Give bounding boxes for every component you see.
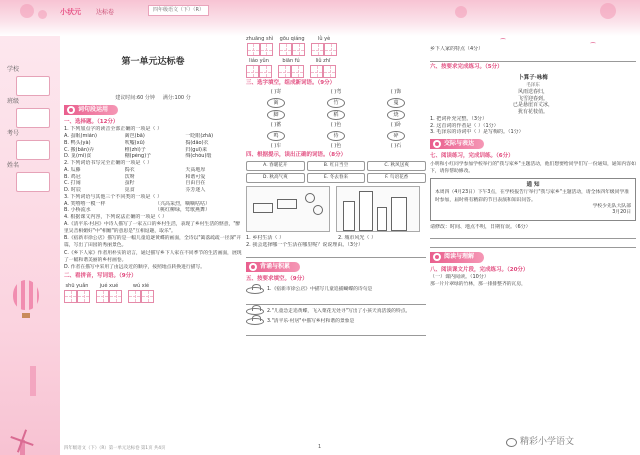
notice-box (430, 178, 636, 221)
q1-2-options-a: A. 瓜藤 捣衣 天高地厚 (64, 166, 206, 173)
q1-2-options-d: D. 时辰 觅食 芬芳迷人 (64, 187, 206, 194)
field-label-class: 班级 (7, 98, 20, 105)
pinyin-group: biān fú (278, 58, 304, 78)
poem-line: 已是悬崖百丈冰， (512, 102, 553, 109)
pinyin-group: lǜ yè (311, 36, 337, 56)
column-2 (246, 34, 426, 337)
q6-2: 2. 这首词的作者是（ ）（1分） (430, 122, 499, 129)
section-badge-icon (433, 140, 441, 148)
section-badge-icon (249, 263, 257, 271)
field-label-exam-no: 考号 (7, 130, 20, 137)
phrase-option: F. 鸟语花香 (367, 173, 426, 183)
school-input[interactable] (16, 76, 50, 96)
writing-cell[interactable] (246, 65, 259, 78)
notice-date: 3月20日 (612, 210, 631, 216)
city-picture (336, 186, 420, 232)
ufo-item-2: 2."儿童急走追黄蝶，飞入菜花无处寻"写出了小孩天真活泼的特点。 (246, 308, 426, 315)
question-1-4: 4. 根据课文内容，下列说法正确的一项是（ ） (64, 214, 167, 221)
class-input[interactable] (16, 108, 50, 128)
compose-blank[interactable]: ( )蓄 (270, 122, 282, 129)
q4-answer-2[interactable]: 2. 城市风光（ ） (338, 235, 376, 242)
compose-blank[interactable]: ( )色 (330, 122, 342, 129)
char-oval: 蔓 (387, 98, 405, 108)
pinyin-group: wú xié (128, 283, 154, 303)
phrase-option: C. 秋风送爽 (367, 161, 426, 171)
compose-blank[interactable]: ( )石 (390, 142, 402, 149)
answer-line[interactable] (246, 328, 426, 336)
page-number: 1 (318, 444, 322, 450)
char-oval: 稻 (327, 110, 345, 120)
compose-row-bot (246, 143, 426, 150)
notice-title: 通 知 (526, 181, 540, 188)
writing-cell[interactable] (323, 65, 336, 78)
question-1-2: 2. 下列词语书写完全正确的一项是（ ） (64, 160, 152, 167)
writing-cell[interactable] (109, 290, 122, 303)
section-banner-recite: 背诵与积累 (246, 262, 300, 272)
question-2-heading: 二、看拼音，写词语。（9分） (64, 273, 137, 280)
compose-ovals-mid (246, 110, 426, 120)
column-3 (430, 34, 636, 288)
q1-4-option-a: A.《清平乐·村居》中诗人描写了一家五口的乡村生活，表现了乡村生活的惬意，"醉里吴音相媚好"中"相媚"的意思是"互相逗趣，取乐"。 (64, 221, 241, 234)
ufo-icon (246, 318, 264, 325)
pinyin-group: zhuāng shì (246, 36, 273, 56)
phrase-option: A. 春暖花开 (246, 161, 305, 171)
writing-cell[interactable] (260, 43, 273, 56)
page-title: 第一单元达标卷 (121, 57, 185, 67)
compose-blank[interactable]: ( )卧 (390, 122, 402, 129)
pinyin-grid-row-top (246, 36, 426, 56)
answer-line[interactable] (246, 250, 426, 258)
q1-4-option-c: C.《乡下人家》作者用朴实的语言，通过描写乡下人家在不同季节的生活画面，展现了一幅和谐美丽的乡村画卷。 (64, 250, 242, 263)
pinyin-grid-row-mid (246, 58, 426, 78)
writing-cell[interactable] (128, 290, 141, 303)
watermark: 精彩小学语文 (506, 436, 574, 448)
hot-air-balloon-icon (13, 280, 39, 310)
decor-flower-icon (20, 4, 34, 18)
q8-sub: （一）课内阅读。（10分） (430, 273, 489, 280)
field-label-school: 学校 (7, 66, 20, 73)
writing-cell[interactable] (292, 43, 305, 56)
answer-line[interactable] (246, 297, 426, 305)
q1-1-options-b: B. 鸭头(yà) 吹嘘(xū) 捣(dǎo)衣 (64, 139, 209, 146)
q7-question: 请修改：时间、地点不明，日期有误。（6分） (430, 223, 531, 230)
writing-cell[interactable] (291, 65, 304, 78)
question-1-3: 3. 下列词语与其他三个不同类的一项是（ ） (64, 193, 162, 200)
char-oval: 烧 (387, 110, 405, 120)
ufo-icon (246, 308, 264, 315)
q1-3-options-b: B. 小桥流水 （桃红柳绿，莺歌燕舞） (64, 207, 211, 214)
windmill-icon (10, 426, 34, 455)
phrase-option-box (246, 161, 426, 183)
field-label-name: 姓名 (7, 162, 20, 169)
compose-ovals-bot (246, 131, 426, 141)
q1-2-options-c: C. 打闹 蚕籽 自由自在 (64, 180, 206, 187)
question-4-heading: 四、根据提示，读出正确的词语。（8分） (246, 151, 347, 158)
char-oval: 脚 (267, 110, 285, 120)
q1-1-options-c: C. 搬(bān)弄 稚(zhì)子 归(guī)来 (64, 146, 207, 153)
wechat-icon (506, 438, 517, 447)
brand-logo: 小状元 (60, 8, 81, 16)
question-1-1: 1. 下列加点字的读音全部正确的一项是（ ） (64, 126, 162, 133)
section-banner-reading: 阅读与理解 (430, 252, 484, 262)
q1-3-options-a: A. 笑嘻嘻一模一样 （兴高采烈，嘀嘀咕咕） (64, 200, 211, 207)
top-continuation: 乡下人家的特点（4分） (430, 46, 484, 52)
q4-answer-1[interactable]: 1. 乡村生活（ ） (246, 235, 284, 242)
q6-3: 3. 毛泽东的诗词中（ ）是写梅的。（1分） (430, 129, 524, 136)
section-banner-communication: 交际与表达 (430, 139, 484, 149)
compose-row-mid (246, 122, 426, 129)
balloon-basket-icon (22, 313, 30, 318)
pinyin-group: liáo yǔn (246, 58, 272, 78)
village-picture (246, 186, 330, 232)
student-info-strip (0, 36, 60, 455)
q1-1-options-d: D. 觅(mì)食 棚(péng)子 绸(chóu)缎 (64, 153, 212, 160)
question-8-heading: 八、阅读课文片段，完成练习。（20分） (430, 266, 529, 273)
q1-4-option-d: D. 作者在描写中采用了由远及近的顺序，按照地点转换进行描写。 (64, 264, 206, 270)
question-5-heading: 五、按要求填空。（9分） (246, 276, 308, 283)
pinyin-grid-row (64, 283, 242, 303)
bird-icon (500, 38, 506, 41)
phrase-option: B. 红日当空 (307, 161, 366, 171)
q6-1: 1. 把词补充完整。（3分） (430, 115, 488, 122)
compose-ovals-top (246, 98, 426, 108)
column-1 (64, 34, 242, 303)
section-banner-words: 词句段运用 (64, 105, 118, 115)
tower-icon (30, 366, 36, 396)
writing-cell[interactable] (324, 43, 337, 56)
pinyin-group: jué xué (96, 283, 122, 303)
poem-author: 毛泽东 (526, 82, 540, 88)
answer-line[interactable] (430, 54, 636, 62)
char-oval: 篱 (267, 98, 285, 108)
notice-signature: 学校少先队大队部 (592, 203, 631, 209)
compose-blank[interactable]: ( )车 (270, 142, 282, 149)
bird-icon (590, 42, 596, 45)
poem-line: 风雨送春归， (517, 88, 548, 95)
scene-pictures (246, 186, 426, 232)
q1-4-option-b: B.《宿新市徐公店》描写的是一幅儿童追逐黄蝶的画面，全诗以"篱落疏疏一径深"开篇，写出了田园的秀丽景色。 (64, 236, 242, 249)
section-badge-icon (433, 253, 441, 261)
writing-cell[interactable] (311, 43, 324, 56)
footer-note: 四年级语文（下）（R）第一单元达标卷 第1页 共4页 (64, 446, 166, 451)
poem-title: 卜算子·咏梅 (518, 75, 548, 82)
writing-cell[interactable] (279, 43, 292, 56)
question-6-heading: 六、按要求完成练习。（5分） (430, 63, 503, 70)
ufo-item-1: 1.《宿新市徐公店》中描写儿童追捕蝴蝶的诗句是 (246, 286, 426, 293)
answer-line[interactable] (430, 231, 636, 239)
compose-blank[interactable]: ( )饰 (390, 89, 402, 96)
writing-cell[interactable] (96, 290, 109, 303)
ufo-item-3: 3."清平乐·村居"中描写乡村和谐的景象是 (246, 318, 426, 325)
notice-body: 本周四（4月23日）下午3点，在学校报告厅举行"我与家乡"主题活动，请全体四年级同学准时参加，届时将有精彩的节目表演和知识问答。 (435, 190, 630, 203)
writing-cell[interactable] (247, 43, 260, 56)
char-oval: 鸣 (267, 131, 285, 141)
brand-subtitle: 达标卷 (96, 9, 115, 16)
writing-cell[interactable] (77, 290, 90, 303)
writing-cell[interactable] (259, 65, 272, 78)
q4-answers (246, 235, 426, 242)
section-badge-icon (67, 106, 75, 114)
char-oval: 侍 (327, 131, 345, 141)
compose-blank[interactable]: ( )寄 (270, 89, 282, 96)
poem-line: 犹有花枝俏。 (517, 109, 548, 116)
score-info: 满分:100 分 (162, 95, 191, 101)
writing-cell[interactable] (141, 290, 154, 303)
time-score-row (64, 95, 242, 102)
poem-line: 飞雪迎春到。 (517, 95, 548, 102)
q1-1-options-a: A. 蚕眠(mián) 篱笆(bā) 一眨眼(zhǎ) (64, 133, 214, 140)
decor-flower-icon (600, 3, 616, 19)
ufo-icon (246, 287, 264, 294)
q4-followup: 2. 我会选择哪一个生活在哪里呢？说说理由。（3分） (246, 242, 364, 249)
writing-cell[interactable] (278, 65, 291, 78)
decor-flower-icon (455, 6, 467, 18)
exam-no-input[interactable] (16, 140, 50, 160)
question-7-heading: 七、阅读练习，完成训练。（6分） (430, 153, 514, 160)
q8-passage: 那一片片翠绿的竹林，那一排排整齐的瓦房， (430, 281, 526, 287)
compose-blank[interactable]: ( )色 (330, 142, 342, 149)
question-3-heading: 三、选字填空，组成新词语。（9分） (246, 80, 336, 86)
char-oval: 竹 (327, 98, 345, 108)
phrase-option: E. 冬去春来 (307, 173, 366, 183)
answer-line[interactable] (430, 240, 636, 248)
pinyin-group: shū yuǎn (64, 283, 90, 303)
writing-cell[interactable] (310, 65, 323, 78)
decor-flower-icon (38, 10, 47, 19)
compose-blank[interactable]: ( )弯 (330, 89, 342, 96)
compose-row-top (246, 89, 426, 96)
header-band (0, 0, 640, 36)
phrase-option: D. 秋高气爽 (246, 173, 305, 183)
grade-tag: 四年级语文（下）（R） (148, 5, 209, 16)
question-1-heading: 一、选择题。（12分） (64, 118, 119, 125)
pinyin-group: gōu qiáng (279, 36, 305, 56)
char-oval: 碎 (387, 131, 405, 141)
name-input[interactable] (16, 172, 50, 192)
q7-instructions: 小明和小红同学参加学校举行的"我与家乡"主题活动，他们想要给同学们写一份通知，通知内容如下，请你帮助修改。 (430, 161, 636, 174)
pinyin-group: liǔ zhī (310, 58, 336, 78)
writing-cell[interactable] (64, 290, 77, 303)
time-info: 建议时间:60 分钟 (115, 95, 155, 101)
q1-2-options-b: B. 鸡冠 饮呀 和谐可爱 (64, 173, 206, 180)
